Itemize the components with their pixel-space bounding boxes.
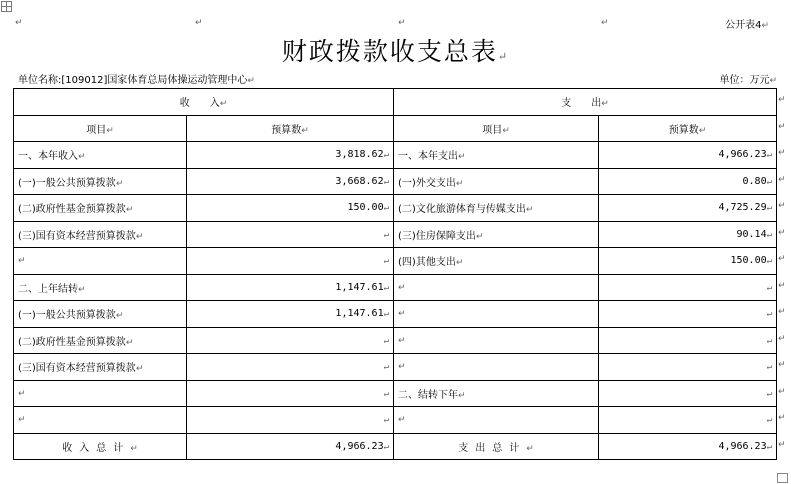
- paragraph-mark: ↵: [78, 284, 86, 295]
- income-value-cell: [187, 354, 394, 381]
- paragraph-mark: ↵: [398, 18, 406, 28]
- income-value-cell: [187, 142, 394, 169]
- table-header-row: [14, 89, 777, 116]
- expense-value-cell: [599, 354, 777, 381]
- expense-value-cell: [599, 195, 777, 222]
- expense-total-label-text: 支出总计: [458, 442, 527, 454]
- income-value-cell: [187, 407, 394, 434]
- row-end-mark: ↵: [778, 254, 786, 265]
- paragraph-mark: ↵: [130, 443, 138, 454]
- paragraph-mark: ↵: [502, 125, 510, 136]
- header-text: 预算数: [271, 124, 302, 136]
- paragraph-mark: ↵: [135, 364, 144, 375]
- paragraph-mark: ↵: [78, 152, 86, 163]
- header-text: 项目: [86, 124, 107, 136]
- income-value-cell: [187, 301, 394, 328]
- paragraph-mark: ↵: [766, 362, 773, 373]
- income-header: [14, 89, 394, 116]
- expense-value-cell: [599, 142, 777, 169]
- income-value-cell: [187, 248, 394, 275]
- income-total-label-text: 收入总计: [62, 442, 131, 454]
- paragraph-mark: ↵: [455, 178, 464, 189]
- table-resize-handle[interactable]: [777, 473, 788, 483]
- expense-item-cell: [394, 168, 599, 195]
- expense-value-cell: [599, 327, 777, 354]
- row-end-mark: ↵: [778, 95, 786, 106]
- paragraph-mark: ↵: [398, 362, 406, 373]
- income-header-text: 收 入: [179, 98, 220, 110]
- header-text: 项目: [482, 124, 503, 136]
- row-end-mark: ↵: [778, 201, 786, 212]
- paragraph-mark: ↵: [383, 415, 390, 426]
- row-end-mark: ↵: [778, 307, 786, 318]
- income-item-cell-text: (一)一般公共预算拨款: [18, 310, 116, 322]
- income-value-cell: [187, 221, 394, 248]
- totals-row: [14, 433, 777, 460]
- row-end-mark: ↵: [778, 148, 786, 159]
- paragraph-mark: ↵: [219, 99, 228, 110]
- paragraph-mark: ↵: [766, 203, 773, 214]
- row-end-mark: ↵: [778, 333, 786, 344]
- income-total-value: [187, 433, 394, 460]
- expense-header-text: 支 出: [561, 98, 602, 110]
- page-title-text: 财政拨款收支总表: [281, 37, 498, 66]
- paragraph-mark: ↵: [115, 178, 124, 189]
- paragraph-mark: ↵: [383, 203, 390, 214]
- paragraph-mark: ↵: [398, 335, 406, 346]
- paragraph-mark: ↵: [766, 150, 773, 161]
- income-item-cell-text: 一、本年收入: [18, 151, 78, 163]
- expense-value-cell-text: 4,966.23: [718, 149, 767, 161]
- row-end-mark: ↵: [778, 386, 786, 397]
- paragraph-mark: ↵: [766, 282, 773, 293]
- unit-name: [18, 71, 255, 86]
- income-item-cell-text: (二)政府性基金预算拨款: [18, 336, 126, 348]
- paragraph-mark: ↵: [106, 125, 114, 136]
- paragraph-mark: ↵: [18, 256, 26, 267]
- expense-budget-header: [599, 115, 777, 142]
- paragraph-mark: ↵: [698, 125, 707, 136]
- paragraph-mark: ↵: [766, 256, 773, 267]
- expense-item-cell-text: (三)住房保障支出: [398, 230, 476, 242]
- paragraph-mark: ↵: [526, 443, 534, 454]
- table-row: [14, 407, 777, 434]
- paragraph-mark: ↵: [525, 205, 534, 216]
- paragraph-mark: ↵: [135, 231, 144, 242]
- paragraph-mark: ↵: [766, 441, 773, 452]
- paragraph-mark: ↵: [766, 309, 773, 320]
- expense-value-cell: [599, 221, 777, 248]
- income-item-cell-text: (三)国有资本经营预算拨款: [18, 230, 136, 242]
- income-value-cell: [187, 195, 394, 222]
- income-item-cell: [14, 195, 187, 222]
- expense-item-cell-text: (四)其他支出: [398, 257, 456, 269]
- paragraph-mark: ↵: [195, 18, 203, 28]
- expense-item-cell: [394, 354, 599, 381]
- expense-item-cell: [394, 407, 599, 434]
- income-item-header: [14, 115, 187, 142]
- row-end-mark: ↵: [778, 121, 786, 132]
- paragraph-mark: ↵: [125, 205, 134, 216]
- annex-label-text: 公开表4: [725, 20, 762, 31]
- paragraph-mark: ↵: [766, 415, 773, 426]
- income-item-cell: [14, 301, 187, 328]
- paragraph-mark: ↵: [475, 231, 484, 242]
- table-move-handle[interactable]: [1, 1, 12, 12]
- paragraph-mark: ↵: [383, 150, 390, 161]
- unit-measure: [719, 71, 777, 86]
- expense-item-header: [394, 115, 599, 142]
- table-row: [14, 301, 777, 328]
- paragraph-mark: ↵: [766, 388, 773, 399]
- income-total-label: [14, 433, 187, 460]
- paragraph-mark: ↵: [383, 335, 390, 346]
- expense-item-cell: [394, 142, 599, 169]
- paragraph-mark: ↵: [383, 362, 390, 373]
- expense-value-cell: [599, 407, 777, 434]
- paragraph-mark: ↵: [247, 76, 255, 86]
- income-value-cell: [187, 327, 394, 354]
- paragraph-mark: ↵: [383, 176, 390, 187]
- header-text: 预算数: [668, 124, 699, 136]
- income-value-cell-text: 150.00: [347, 202, 384, 214]
- table-row: [14, 274, 777, 301]
- income-value-cell: [187, 380, 394, 407]
- expense-value-cell-text: 150.00: [730, 255, 767, 267]
- expense-value-cell: [599, 274, 777, 301]
- income-item-cell-text: (三)国有资本经营预算拨款: [18, 363, 136, 375]
- paragraph-mark: ↵: [301, 125, 309, 136]
- paragraph-mark: ↵: [766, 229, 773, 240]
- income-item-cell-text: 二、上年结转: [18, 283, 78, 295]
- paragraph-mark: ↵: [398, 415, 406, 426]
- expense-header: [394, 89, 777, 116]
- income-item-cell: [14, 221, 187, 248]
- expense-total-value: [599, 433, 777, 460]
- paragraph-mark: ↵: [18, 415, 26, 426]
- table-subheader-row: [14, 115, 777, 142]
- expense-item-cell-text: (二)文化旅游体育与传媒支出: [398, 204, 526, 216]
- paragraph-mark: ↵: [18, 388, 26, 399]
- expense-value-cell: [599, 168, 777, 195]
- paragraph-mark: ↵: [398, 309, 406, 320]
- table-row: [14, 248, 777, 275]
- income-item-cell: [14, 327, 187, 354]
- table-row: [14, 142, 777, 169]
- income-item-cell-text: (二)政府性基金预算拨款: [18, 204, 126, 216]
- expense-item-cell-text: (一)外交支出: [398, 177, 456, 189]
- paragraph-mark: ↵: [601, 99, 609, 110]
- expense-item-cell-text: 一、本年支出: [398, 151, 459, 163]
- income-value-cell: [187, 168, 394, 195]
- table-row: [14, 221, 777, 248]
- paragraph-mark: ↵: [398, 282, 406, 293]
- paragraph-mark: ↵: [497, 50, 510, 63]
- paragraph-mark: ↵: [115, 311, 124, 322]
- expense-value-cell: [599, 248, 777, 275]
- table-row: [14, 327, 777, 354]
- expense-value-cell-text: 0.80: [742, 175, 767, 187]
- row-end-mark: ↵: [778, 280, 786, 291]
- expense-item-cell: [394, 327, 599, 354]
- paragraph-mark: ↵: [458, 390, 466, 401]
- unit-name-text: 单位名称:[109012]国家体育总局体操运动管理中心: [18, 75, 248, 86]
- paragraph-mark: ↵: [383, 309, 390, 320]
- budget-table: [13, 88, 777, 460]
- row-end-mark: ↵: [778, 413, 786, 424]
- paragraph-mark: ↵: [766, 176, 773, 187]
- income-item-cell: [14, 248, 187, 275]
- row-end-mark: ↵: [778, 174, 786, 185]
- paragraph-mark: ↵: [125, 337, 134, 348]
- income-value-cell-text: 3,668.62: [335, 175, 384, 187]
- table-row: [14, 354, 777, 381]
- income-value-cell-text: 1,147.61: [335, 281, 384, 293]
- expense-value-cell: [599, 301, 777, 328]
- paragraph-mark: ↵: [383, 388, 390, 399]
- expense-item-cell: [394, 248, 599, 275]
- paragraph-mark: ↵: [383, 229, 390, 240]
- expense-item-cell: [394, 274, 599, 301]
- income-value-cell: [187, 274, 394, 301]
- annex-label: [725, 16, 769, 31]
- paragraph-mark: ↵: [761, 21, 769, 31]
- income-value-cell-text: 3,818.62: [335, 149, 384, 161]
- table-row: [14, 168, 777, 195]
- paragraph-mark: ↵: [455, 258, 464, 269]
- income-item-cell: [14, 168, 187, 195]
- paragraph-mark: ↵: [458, 152, 466, 163]
- row-end-mark: ↵: [778, 227, 786, 238]
- row-end-mark: ↵: [778, 360, 786, 371]
- paragraph-mark: ↵: [15, 18, 23, 28]
- expense-value-cell: [599, 380, 777, 407]
- income-item-cell: [14, 354, 187, 381]
- expense-item-cell: [394, 301, 599, 328]
- paragraph-mark: ↵: [766, 335, 773, 346]
- income-item-cell: [14, 407, 187, 434]
- unit-info-line: [18, 71, 777, 85]
- expense-value-cell-text: 4,725.29: [718, 202, 767, 214]
- paragraph-mark: ↵: [383, 256, 390, 267]
- expense-item-cell: [394, 195, 599, 222]
- income-total-value-text: 4,966.23: [335, 440, 384, 452]
- income-item-cell: [14, 142, 187, 169]
- expense-item-cell-text: 二、结转下年: [398, 389, 459, 401]
- income-item-cell: [14, 274, 187, 301]
- paragraph-mark: ↵: [383, 441, 390, 452]
- income-budget-header: [187, 115, 394, 142]
- unit-measure-text: 单位：万元: [719, 75, 770, 86]
- table-row: [14, 195, 777, 222]
- table-row: [14, 380, 777, 407]
- income-item-cell: [14, 380, 187, 407]
- income-item-cell-text: (一)一般公共预算拨款: [18, 177, 116, 189]
- paragraph-mark: ↵: [383, 282, 390, 293]
- paragraph-mark: ↵: [601, 18, 609, 28]
- paragraph-mark: ↵: [769, 76, 777, 86]
- expense-total-label: [394, 433, 599, 460]
- income-value-cell-text: 1,147.61: [335, 308, 384, 320]
- page-title: [0, 32, 791, 68]
- expense-item-cell: [394, 221, 599, 248]
- row-end-mark: ↵: [778, 439, 786, 450]
- expense-value-cell-text: 90.14: [736, 228, 767, 240]
- expense-total-value-text: 4,966.23: [718, 440, 767, 452]
- expense-item-cell: [394, 380, 599, 407]
